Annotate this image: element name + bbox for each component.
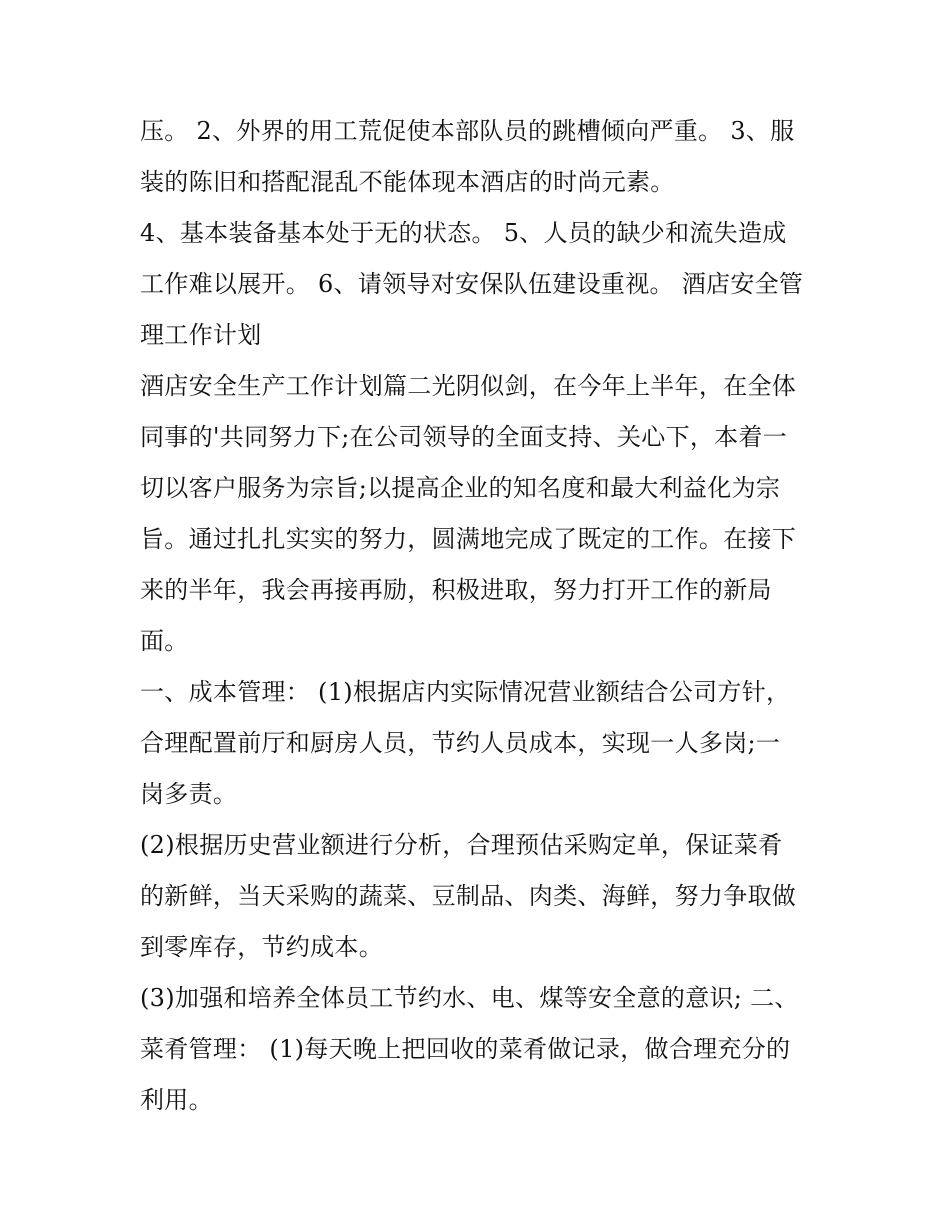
text-line: (2)根据历史营业额进行分析，合理预估采购定单，保证菜肴 (140, 831, 783, 859)
text-line: 利用。 (140, 1086, 213, 1114)
text-line: 一、成本管理： (1)根据店内实际情况营业额结合公司方针， (140, 678, 791, 706)
text-line: 来的半年，我会再接再励，积极进取，努力打开工作的新局 (140, 576, 772, 604)
text-line: 面。 (140, 627, 189, 655)
paragraph-dish-management (140, 973, 820, 1126)
text-line: 同事的'共同努力下;在公司领导的全面支持、关心下，本着一 (140, 423, 788, 451)
paragraph-plan-intro (140, 361, 820, 667)
paragraph-equipment-issues (140, 208, 820, 361)
paragraph-cost-management (140, 667, 820, 820)
text-line: 工作难以展开。 6、请领导对安保队伍建设重视。 酒店安全管 (140, 270, 804, 298)
text-line: 压。 2、外界的用工荒促使本部队员的跳槽倾向严重。 3、服 (140, 117, 795, 145)
text-line: 装的陈旧和搭配混乱不能体现本酒店的时尚元素。 (140, 168, 675, 196)
text-line: 岗多责。 (140, 780, 238, 808)
paragraph-staff-issues (140, 106, 820, 208)
text-line: 菜肴管理： (1)每天晚上把回收的菜肴做记录，做合理充分的 (140, 1035, 791, 1063)
text-line: 到零库存，节约成本。 (140, 933, 383, 961)
text-line: 4、基本装备基本处于无的状态。 5、人员的缺少和流失造成 (140, 219, 787, 247)
text-line: 的新鲜，当天采购的蔬菜、豆制品、肉类、海鲜，努力争取做 (140, 882, 797, 910)
text-line: 切以客户服务为宗旨;以提高企业的知名度和最大利益化为宗 (140, 474, 781, 502)
text-line: 旨。通过扎扎实实的努力，圆满地完成了既定的工作。在接下 (140, 525, 797, 553)
text-line: 合理配置前厅和厨房人员，节约人员成本，实现一人多岗;一 (140, 729, 781, 757)
paragraph-procurement (140, 820, 820, 973)
text-line: 酒店安全生产工作计划篇二光阴似剑，在今年上半年，在全体 (140, 372, 797, 400)
text-line: (3)加强和培养全体员工节约水、电、煤等安全意的意识; 二、 (140, 984, 799, 1012)
document-body (140, 106, 820, 1126)
text-line: 理工作计划 (140, 321, 262, 349)
